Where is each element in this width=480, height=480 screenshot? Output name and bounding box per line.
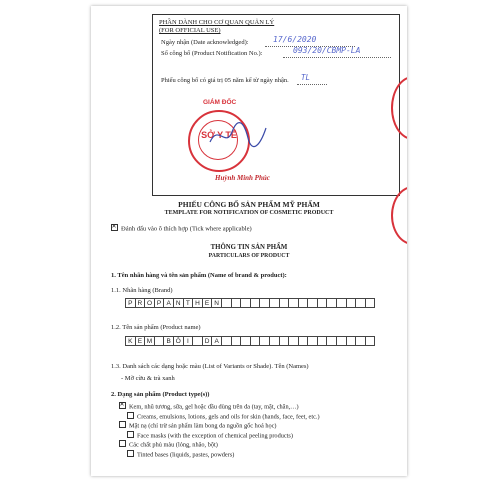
tick-checkbox-icon (111, 224, 118, 231)
letter-cell (193, 336, 203, 346)
letter-cell (318, 336, 328, 346)
document-page (91, 6, 407, 476)
notification-number-value: 093/20/CBMP-LA (293, 46, 361, 55)
letter-cell (299, 298, 309, 308)
letter-cell: M (145, 336, 155, 346)
letter-cell (251, 298, 261, 308)
letter-cell: A (212, 336, 222, 346)
letter-cell (318, 298, 328, 308)
product-name-grid (125, 336, 375, 346)
letter-cell: T (184, 298, 194, 308)
brand-grid (125, 298, 375, 308)
letter-cell (251, 336, 261, 346)
letter-cell (366, 298, 376, 308)
letter-cell (260, 336, 270, 346)
letter-cell (222, 298, 232, 308)
section-subtitle: PARTICULARS OF PRODUCT (208, 253, 290, 259)
tick-note: ✕Đánh dấu vào ô thích hợp (Tick where applicable) (111, 224, 252, 233)
form-subtitle: TEMPLATE FOR NOTIFICATION OF COSMETIC PRODUCT (164, 210, 334, 216)
letter-cell: R (136, 298, 146, 308)
letter-cell (289, 298, 299, 308)
letter-cell (280, 336, 290, 346)
checkbox-icon[interactable] (127, 431, 134, 438)
letter-cell (241, 336, 251, 346)
date-value: 17/6/2020 (273, 35, 317, 44)
letter-cell: Ô (174, 336, 184, 346)
letter-cell (356, 298, 366, 308)
letter-cell (270, 336, 280, 346)
product-type-label: Creams, emulsions, lotions, gels and oils for skin (hands, face, feet, etc.) (137, 413, 320, 420)
letter-cell (337, 298, 347, 308)
letter-cell: I (184, 336, 194, 346)
letter-cell: N (174, 298, 184, 308)
director-title: GIÁM ĐỐC (203, 99, 237, 106)
product-type-item (119, 440, 320, 450)
letter-cell (260, 298, 270, 308)
letter-cell (155, 336, 165, 346)
letter-cell (327, 298, 337, 308)
letter-cell (280, 298, 290, 308)
variant-item: - Mỡ cừu & trà xanh (121, 375, 175, 382)
question-1-3: 1.3. Danh sách các dạng hoặc màu (List of Variants or Shade). Tên (Names) (111, 363, 309, 370)
product-type-item (119, 450, 320, 460)
form-title: PHIẾU CÔNG BỐ SẢN PHẨM MỸ PHẨM (178, 200, 320, 209)
signature (208, 120, 268, 150)
checkbox-icon[interactable] (127, 450, 134, 457)
letter-cell (347, 298, 357, 308)
section-title: THÔNG TIN SẢN PHẨM (210, 244, 288, 251)
question-1-1: 1.1. Nhãn hàng (Brand) (111, 287, 173, 294)
letter-cell: A (164, 298, 174, 308)
letter-cell (327, 336, 337, 346)
product-type-label: Face masks (with the exception of chemical peeling products) (137, 432, 293, 439)
product-type-item (119, 412, 320, 422)
validity-mark: TL (301, 73, 311, 82)
official-use-box (152, 14, 400, 196)
letter-cell (308, 298, 318, 308)
letter-cell: E (136, 336, 146, 346)
validity-text: Phiếu công bố có giá trị 05 năm kể từ ngày nhận. (161, 77, 289, 84)
letter-cell (308, 336, 318, 346)
letter-cell: P (126, 298, 136, 308)
letter-cell (270, 298, 280, 308)
letter-cell (232, 298, 242, 308)
product-type-label: Kem, nhũ tương, sữa, gel hoặc dầu dùng trên da (tay, mặt, chân,…) (129, 403, 299, 411)
letter-cell: B (164, 336, 174, 346)
notification-number-label: Số công bố (Product Notification No.): (161, 50, 263, 57)
date-acknowledged: Ngày nhận (Date acknowledged): (161, 39, 249, 46)
product-type-item (119, 402, 320, 412)
checkbox-icon[interactable] (119, 440, 126, 447)
letter-cell: H (193, 298, 203, 308)
signer-name: Huỳnh Minh Phúc (215, 174, 270, 182)
product-type-label: Tinted bases (liquids, pastes, powders) (137, 451, 235, 458)
letter-cell: P (155, 298, 165, 308)
letter-cell: O (145, 298, 155, 308)
letter-cell: K (126, 336, 136, 346)
product-type-list (119, 402, 320, 459)
question-1-2: 1.2. Tên sản phẩm (Product name) (111, 324, 201, 331)
product-type-item (119, 431, 320, 441)
checkbox-icon[interactable] (127, 412, 134, 419)
letter-cell (241, 298, 251, 308)
letter-cell (222, 336, 232, 346)
product-type-label: Mặt nạ (chỉ trừ sản phẩm làm bong da nguồn gốc hoá học) (129, 422, 277, 430)
letter-cell (299, 336, 309, 346)
question-1: 1. Tên nhãn hàng và tên sản phẩm (Name of brand & product): (111, 272, 287, 279)
letter-cell (337, 336, 347, 346)
official-title: PHẦN DÀNH CHO CƠ QUAN QUẢN LÝ (FOR OFFICIAL USE) (159, 19, 275, 34)
checkbox-icon[interactable] (119, 402, 126, 409)
product-type-label: Các chất phủ màu (lỏng, nhão, bột) (129, 441, 218, 449)
letter-cell (347, 336, 357, 346)
letter-cell: E (203, 298, 213, 308)
letter-cell (289, 336, 299, 346)
checkbox-icon[interactable] (119, 421, 126, 428)
seal-text: SỞ Y TẾ (201, 130, 237, 140)
letter-cell: N (212, 298, 222, 308)
question-2: 2. Dạng sản phẩm (Product type(s)) (111, 391, 210, 398)
letter-cell (356, 336, 366, 346)
product-type-item (119, 421, 320, 431)
letter-cell: D (203, 336, 213, 346)
letter-cell (366, 336, 376, 346)
letter-cell (232, 336, 242, 346)
